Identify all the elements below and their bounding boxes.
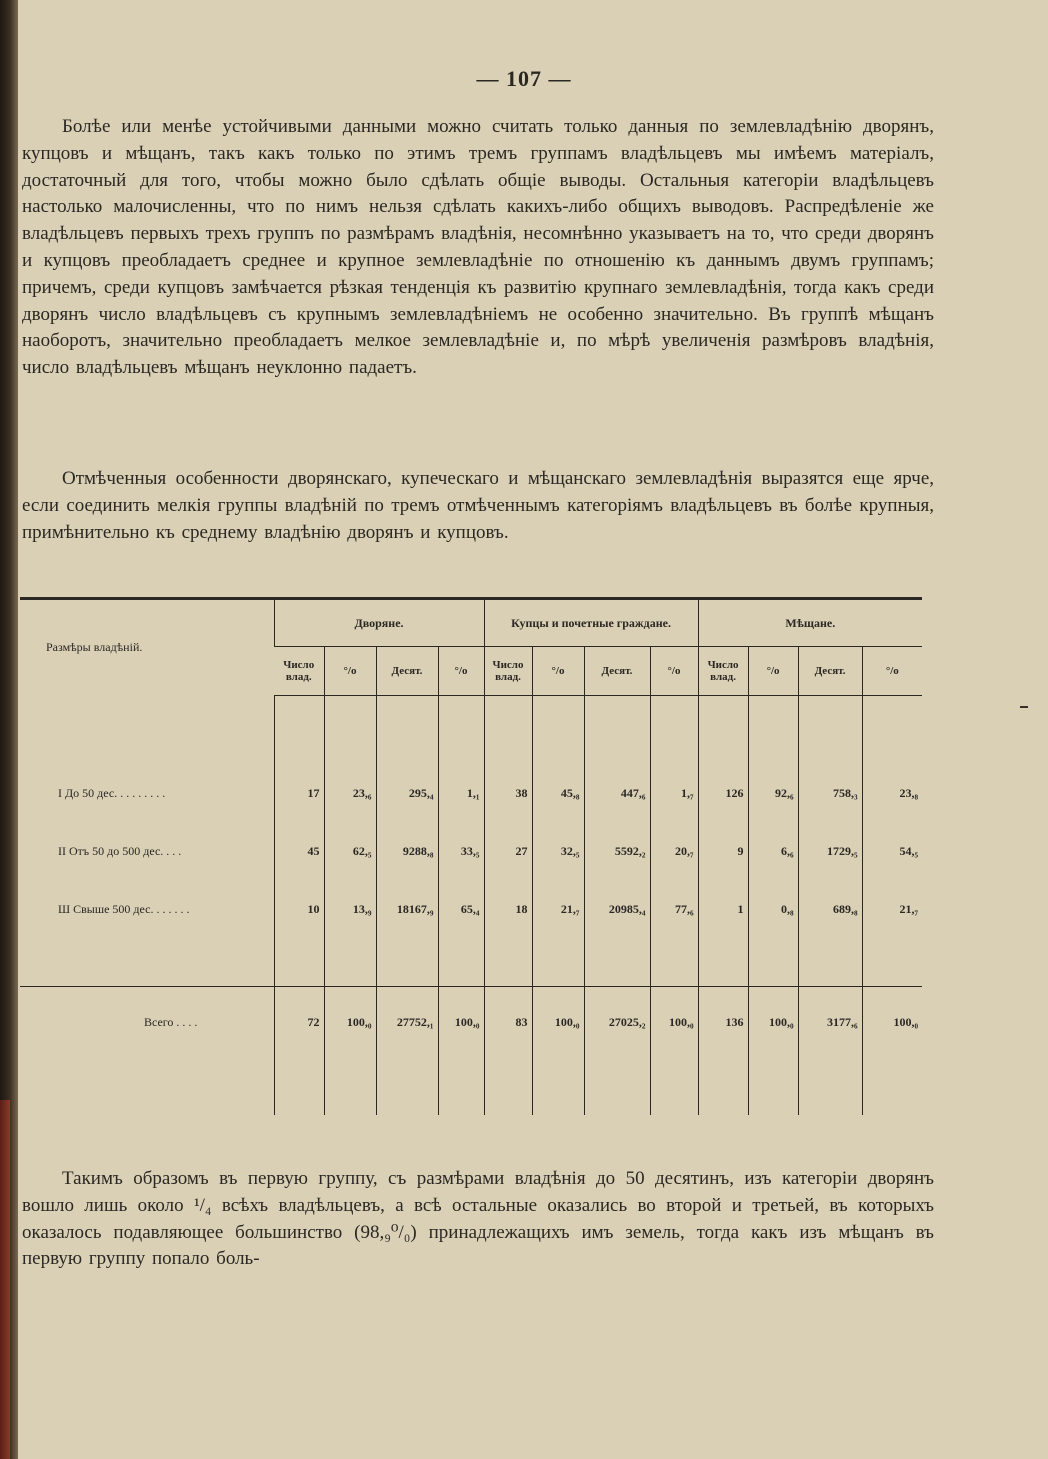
- cell: 77,₆: [650, 880, 698, 938]
- margin-mark: [1020, 706, 1028, 708]
- group-header-merchants: Купцы и почетные граждане.: [484, 599, 698, 647]
- cell: 10: [274, 880, 324, 938]
- row-label: Ш Свыше 500 дес. . . . . . .: [58, 901, 190, 916]
- cell: 3177,₆: [798, 987, 862, 1058]
- cell: 17: [274, 764, 324, 822]
- paragraph-1: [22, 114, 934, 382]
- cell: 1,₁: [438, 764, 484, 822]
- cell: 32,₅: [532, 822, 584, 880]
- subcol-percent: °/о: [748, 647, 798, 696]
- cell: 18: [484, 880, 532, 938]
- cell: 1729,₅: [798, 822, 862, 880]
- cell: 23,₈: [862, 764, 922, 822]
- row-label: I До 50 дес. . . . . . . . .: [58, 785, 166, 800]
- table-total-row: [20, 987, 922, 1058]
- cell: 100,₀: [532, 987, 584, 1058]
- paragraph-1-text: Болѣе или менѣе устойчивыми данными можно считать только данныя по землевладѣнію дворянъ, купцовъ и мѣщанъ, такъ какъ только по этимъ тремъ группамъ владѣльцевъ мы имѣемъ матеріалъ, достаточный для того, чтобы можно было сдѣлать общіе выводы. Остальныя категоріи владѣльцевъ настолько малочисленны, что по нимъ нельзя сдѣлать какихъ-либо общихъ выводовъ. Распредѣленіе же владѣльцевъ первыхъ трехъ группъ по размѣрамъ владѣнія, несомнѣнно указываетъ на то, что среди дворянъ и купцовъ преобладаетъ среднее и крупное землевладѣніе по отношенію къ даннымъ двумъ группамъ; причемъ, среди купцовъ замѣчается рѣзкая тенденція къ развитію крупнаго землевладѣнія, тогда какъ среди дворянъ число владѣльцевъ съ крупнымъ землевладѣніемъ не особенно значительно. Въ группѣ мѣщанъ наоборотъ, значительно преобладаетъ мелкое землевладѣніе и, по мѣрѣ увеличенія размѣровъ владѣнія, число владѣльцевъ мѣщанъ неуклонно падаетъ.: [22, 116, 934, 379]
- subcol-desyatin: Десят.: [376, 647, 438, 696]
- subcol-percent: °/о: [532, 647, 584, 696]
- cell: 126: [698, 764, 748, 822]
- cell: 758,₃: [798, 764, 862, 822]
- table-row: [20, 764, 922, 822]
- cell: 295,₄: [376, 764, 438, 822]
- row-header: Размѣры владѣній.: [20, 599, 274, 696]
- page-number: — 107 —: [476, 66, 572, 91]
- paragraph-3-text: Такимъ образомъ въ первую группу, съ размѣрами владѣнія до 50 десятинъ, изъ категоріи дворянъ вошло лишь около ¹/₄ всѣхъ владѣльцевъ, а всѣ остальные оказались во второй и третьей, въ которыхъ оказалось подавляющее большинство (98,₉⁰/₀) принадлежащихъ имъ земель, тогда какъ изъ мѣщанъ въ первую группу попало боль-: [22, 1168, 934, 1270]
- cell: 136: [698, 987, 748, 1058]
- cell: 33,₅: [438, 822, 484, 880]
- subcol-percent: °/о: [650, 647, 698, 696]
- cell: 27025,₂: [584, 987, 650, 1058]
- table-spacer: [20, 696, 922, 765]
- cell: 72: [274, 987, 324, 1058]
- table-spacer: [20, 938, 922, 987]
- cell: 100,₀: [650, 987, 698, 1058]
- cell: 1,₇: [650, 764, 698, 822]
- cell: 21,₇: [532, 880, 584, 938]
- landholding-table: [20, 597, 922, 1117]
- cell: 45,₈: [532, 764, 584, 822]
- subcol-desyatin: Десят.: [584, 647, 650, 696]
- cell: 83: [484, 987, 532, 1058]
- cell: 27: [484, 822, 532, 880]
- row-label: II Отъ 50 до 500 дес. . . .: [58, 843, 182, 858]
- cell: 0,₈: [748, 880, 798, 938]
- subcol-percent: °/о: [438, 647, 484, 696]
- cell: 21,₇: [862, 880, 922, 938]
- cell: 100,₀: [324, 987, 376, 1058]
- landholding-grid: [20, 597, 922, 1115]
- subcol-desyatin: Десят.: [798, 647, 862, 696]
- subcol-percent: °/о: [862, 647, 922, 696]
- cell: 92,₆: [748, 764, 798, 822]
- cell: 6,₆: [748, 822, 798, 880]
- cell: 9288,₈: [376, 822, 438, 880]
- cell: 45: [274, 822, 324, 880]
- cell: 689,₈: [798, 880, 862, 938]
- table-row: [20, 880, 922, 938]
- cell: 100,₀: [748, 987, 798, 1058]
- cell: 54,₅: [862, 822, 922, 880]
- cell: 20,₇: [650, 822, 698, 880]
- subcol-count: Число влад.: [698, 647, 748, 696]
- paragraph-3: [22, 1166, 934, 1273]
- cell: 9: [698, 822, 748, 880]
- cell: 38: [484, 764, 532, 822]
- group-header-nobility: Дворяне.: [274, 599, 484, 647]
- subcol-percent: °/о: [324, 647, 376, 696]
- cell: 27752,₁: [376, 987, 438, 1058]
- book-binding-edge: [0, 1100, 10, 1459]
- cell: 65,₄: [438, 880, 484, 938]
- subcol-count: Число влад.: [484, 647, 532, 696]
- paragraph-2: [22, 466, 934, 546]
- cell: 5592,₂: [584, 822, 650, 880]
- cell: 18167,₉: [376, 880, 438, 938]
- cell: 62,₅: [324, 822, 376, 880]
- subcol-count: Число влад.: [274, 647, 324, 696]
- table-spacer: [20, 1057, 922, 1115]
- group-header-townspeople: Мѣщане.: [698, 599, 922, 647]
- cell: 23,₆: [324, 764, 376, 822]
- cell: 100,₀: [862, 987, 922, 1058]
- cell: 100,₀: [438, 987, 484, 1058]
- cell: 13,₉: [324, 880, 376, 938]
- table-row: [20, 822, 922, 880]
- cell: 1: [698, 880, 748, 938]
- paragraph-2-text: Отмѣченныя особенности дворянскаго, купеческаго и мѣщанскаго землевладѣнія выразятся еще ярче, если соединить мелкія группы владѣній по тремъ отмѣченнымъ категоріямъ владѣльцевъ въ болѣе крупныя, примѣнительно къ среднему владѣнію дворянъ и купцовъ.: [22, 468, 934, 543]
- cell: 20985,₄: [584, 880, 650, 938]
- cell: 447,₆: [584, 764, 650, 822]
- total-label: Всего . . . .: [20, 987, 274, 1058]
